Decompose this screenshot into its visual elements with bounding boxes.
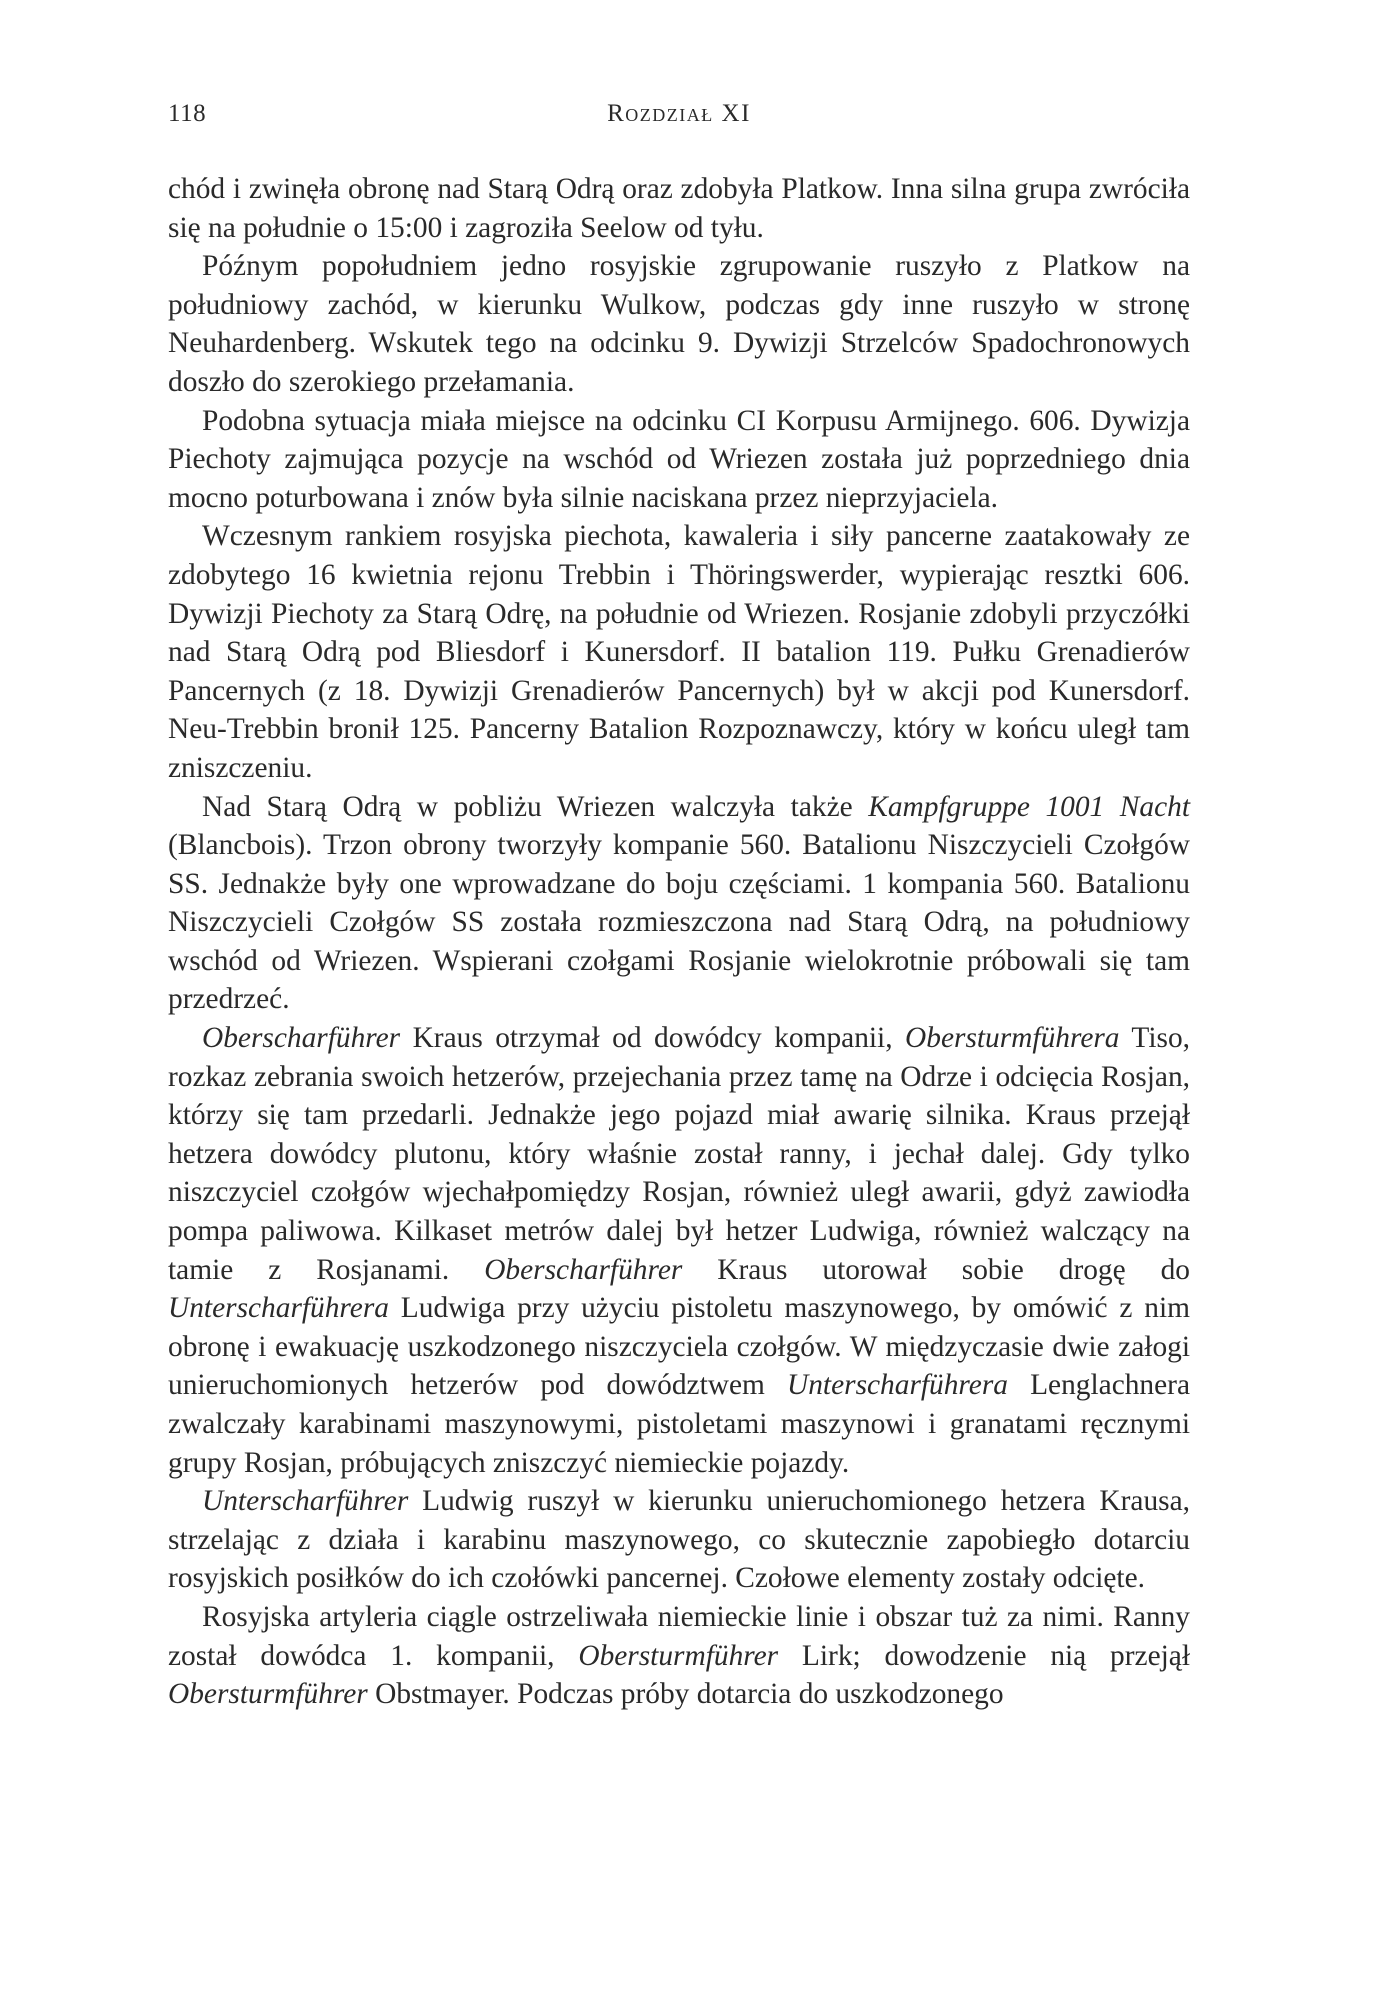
paragraph <box>168 170 1190 247</box>
text-run: chód i zwinęła obronę nad Starą Odrą oraz zdobyła Platkow. Inna silna grupa zwróciła się na południe o 15:00 i zagroziła Seelow od tyłu. <box>168 173 1190 244</box>
paragraph <box>168 247 1190 401</box>
italic-term: Oberscharführer <box>202 1022 401 1055</box>
text-run: Podobna sytuacja miała miejsce na odcinku CI Korpusu Armijnego. 606. Dywizja Piechoty zajmująca pozycje na wschód od Wriezen została już poprzedniego dnia mocno poturbowana i znów była silnie naciskana przez nieprzyjaciela. <box>168 404 1190 514</box>
text-run: Ludwig ruszył w kierunku unieruchomionego hetzera Krausa, strzelając z działa i karabinu maszynowego, co skutecznie zapobiegło dotarciu rosyjskich posiłków do ich czołówki pancernej. Czołowe elementy zostały odcięte. <box>168 1485 1190 1595</box>
italic-term: Oberscharführer <box>484 1253 683 1286</box>
paragraph <box>168 402 1190 518</box>
paragraph <box>168 1598 1190 1714</box>
text-run: Lirk; dowodzenie nią przejął <box>778 1639 1190 1672</box>
paragraph <box>168 788 1190 1020</box>
page-number: 118 <box>168 100 207 127</box>
italic-term: Unterscharführera <box>168 1292 389 1325</box>
text-run: Późnym popołudniem jedno rosyjskie zgrupowanie ruszyło z Platkow na południowy zachód, w kierunku Wulkow, podczas gdy inne ruszyło w stronę Neuhardenberg. Wskutek tego na odcinku 9. Dywizji Strzelców Spadochronowych doszło do szerokiego przełamania. <box>168 250 1190 398</box>
text-run: Nad Starą Odrą w pobliżu Wriezen walczyła także <box>202 790 869 823</box>
italic-term: Kampfgruppe 1001 Nacht <box>868 790 1190 823</box>
text-run: Tiso, rozkaz zebrania swoich hetzerów, przejechania przez tamę na Odrze i odcięcia Rosjan, którzy się tam przedarli. Jednakże jego pojazd miał awarię silnika. Kraus przejął hetzera dowódcy plutonu, który właśnie został ranny, i jechał dalej. Gdy tylko niszczyciel czołgów wjechałpomiędzy Rosjan, również uległ awarii, gdyż zawiodła pompa paliwowa. Kilkaset metrów dalej był hetzer Ludwiga, również walczący na tamie z Rosjanami. <box>168 1022 1190 1286</box>
text-run: Wczesnym rankiem rosyjska piechota, kawaleria i siły pancerne zaatakowały ze zdobytego 16 kwietnia rejonu Trebbin i Thöringswerder, wypierając resztki 606. Dywizji Piechoty za Starą Odrę, na południe od Wriezen. Rosjanie zdobyli przyczółki nad Starą Odrą pod Bliesdorf i Kunersdorf. II batalion 119. Pułku Grenadierów Pancernych (z 18. Dywizji Grenadierów Pancernych) był w akcji pod Kunersdorf. Neu-Trebbin bronił 125. Pancerny Batalion Rozpoznawczy, który w końcu uległ tam zniszczeniu. <box>168 520 1190 784</box>
paragraph <box>168 1019 1190 1482</box>
text-run: (Blancbois). Trzon obrony tworzyły kompanie 560. Batalionu Niszczycieli Czołgów SS. Jednakże były one wprowadzane do boju częściami. 1 kompania 560. Batalionu Niszczycieli Czołgów SS została rozmieszczona nad Starą Odrą, na południowy wschód od Wriezen. Wspierani czołgami Rosjanie wielokrotnie próbowali się tam przedrzeć. <box>168 829 1190 1016</box>
paragraph <box>168 1482 1190 1598</box>
italic-term: Unterscharführer <box>202 1485 409 1518</box>
text-run: Kraus otrzymał od dowódcy kompanii, <box>400 1022 906 1055</box>
text-run: Rosyjska artyleria ciągle ostrzeliwała niemieckie linie i obszar tuż za nimi. Ranny został dowódca 1. kompanii, <box>168 1600 1190 1672</box>
text-run: Obstmayer. Podczas próby dotarcia do uszkodzonego <box>367 1678 1004 1711</box>
chapter-title: Rozdział XI <box>607 100 751 127</box>
text-run: Lenglachnera zwalczały karabinami maszynowymi, pistoletami maszynowi i granatami ręcznymi grupy Rosjan, próbujących zniszczyć niemieckie pojazdy. <box>168 1369 1191 1479</box>
text-run: Kraus utorował sobie drogę do <box>682 1253 1190 1286</box>
italic-term: Unterscharführera <box>787 1369 1008 1402</box>
italic-term: Obersturmführera <box>905 1022 1120 1055</box>
italic-term: Obersturmführer <box>578 1639 779 1672</box>
paragraph <box>168 517 1190 787</box>
body-text <box>168 170 1190 1714</box>
running-header <box>168 100 1190 136</box>
text-run: Ludwiga przy użyciu pistoletu maszynowego, by omówić z nim obronę i ewakuację uszkodzonego niszczyciela czołgów. W międzyczasie dwie załogi unieruchomionych hetzerów pod dowództwem <box>168 1292 1190 1402</box>
italic-term: Obersturmführer <box>168 1678 368 1711</box>
